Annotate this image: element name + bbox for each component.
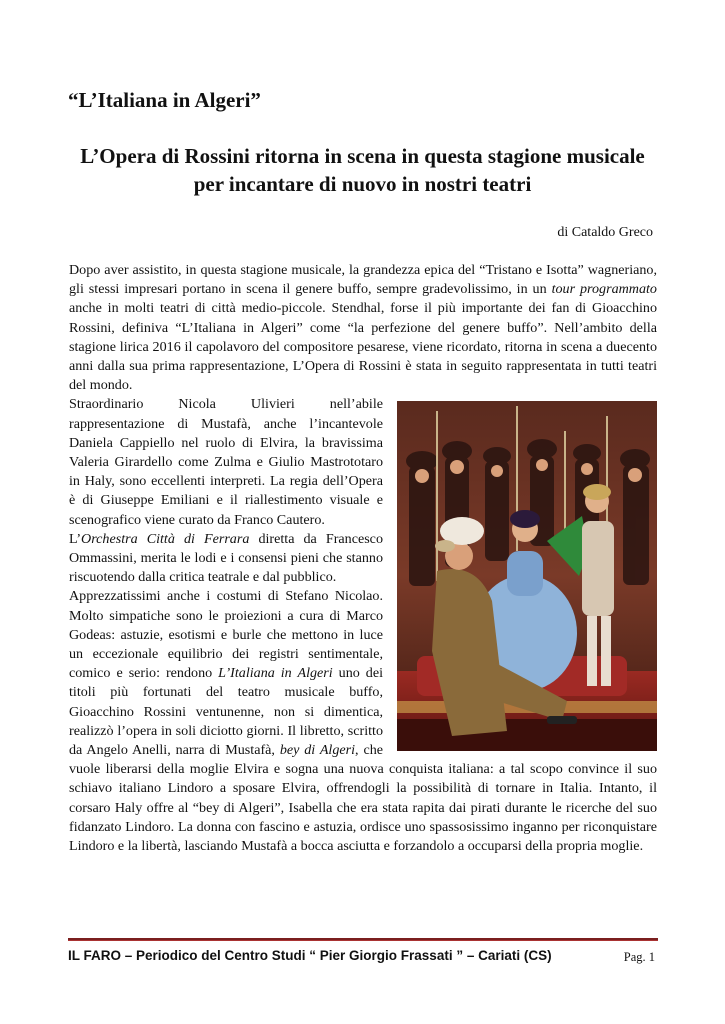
paragraph-1-emphasis: tour programmato: [551, 281, 657, 298]
opera-stage-photo: [397, 401, 657, 751]
footer-text: IL FARO – Periodico del Centro Studi “ Pier Giorgio Frassati ” – Cariati (CS): [68, 948, 552, 963]
article-author: di Cataldo Greco: [557, 225, 653, 240]
paragraph-3-emphasis: Orchestra Città di Ferrara: [81, 530, 250, 547]
page-number: Pag. 1: [623, 950, 655, 964]
article-headline: [60, 142, 665, 198]
headline-line-1: L’Opera di Rossini ritorna in scena in questa stagione musicale: [80, 144, 645, 168]
footer-divider: [68, 938, 658, 941]
paragraph-4-text-a: Apprezzatissimi anche i costumi di Stefano Nicolao. Molto simpatiche sono le proiezioni a cura di Marco Godeas: astuzie, esotismi e burle che mettono in luce un eccezionale equilibrio dei registri sentimentale, comico e serio: rendono: [69, 588, 383, 682]
paragraph-3-text-b: diretta da Francesco Ommassini, merita le lodi e i consensi pieni che stanno riscuotendo dalla critica teatrale e dal pubblico.: [69, 530, 383, 586]
opera-scene-illustration: [397, 401, 657, 751]
paragraph-3-text-a: L’: [69, 530, 82, 547]
paragraph-1-text-b: anche in molti teatri di città medio-piccole. Stendhal, forse il più importante dei fan di Gioacchino Rossini, definiva “L’Italiana in Algeri” come “la perfezione del genere buffo”. Nell’ambito della stagione lirica 2016 il capolavoro del compositore pesarese, viene ricordato, ritorna in scena a duecento anni dalla sua prima rappresentazione, L’Opera di Rossini è stata in seguito rappresentata in tutti teatri del mondo.: [69, 300, 657, 394]
paragraph-4-emphasis-2: bey di Algeri: [279, 742, 356, 759]
article-title: “L’Italiana in Algeri”: [68, 88, 261, 112]
paragraph-4-emphasis: L’Italiana in Algeri: [218, 665, 333, 682]
headline-line-2: per incantare di nuovo in nostri teatri: [193, 172, 532, 196]
paragraph-1-text-a: Dopo aver assistito, in questa stagione musicale, la grandezza epica del “Tristano e Isotta” wagneriano, gli stessi impresari portano in scena il genere buffo, sempre gradevolissimo, in un: [69, 262, 657, 298]
paragraph-4-text-b: uno dei titoli più fortunati del teatro musicale buffo, Gioacchino Rossini ventunenne, non si dimentica, realizzò l’opera in soli diciotto giorni. Il libretto, scritto da Angelo Anelli, narra di Mustafà,: [69, 665, 384, 759]
paragraph-2: Straordinario Nicola Ulivieri nell’abile rappresentazione di Mustafà, anche l’incantevole Daniela Cappiello nel ruolo di Elvira, la bravissima Valeria Girardello come Zulma e Giulio Mastrototaro in Haly, sono eccellenti interpreti. La regia dell’Opera è di Giuseppe Emiliani e il riallestimento visuale e scenografico viene curato da Franco Cautero.: [69, 396, 383, 528]
paragraph-1: [69, 261, 657, 395]
article-body: [69, 261, 657, 856]
paragraph-4-text-c: , che vuole liberarsi della moglie Elvira e sogna una nuova conquista italiana: a tal scopo convince il suo schiavo italiano Lindoro a sposare Elvira, offrendogli la possibilità di tornare in Italia. Intanto, il corsaro Haly offre al “bey di Algeri”, Isabella che era stata rapita dai pirati durante le ricerche del suo fidanzato Lindoro. La donna con fascino e astuzia, ordisce uno spassosissimo inganno per riconquistare Lindoro e la libertà, lasciando Mustafà a bocca asciutta e forzandolo a occuparsi della propria moglie.: [69, 742, 657, 855]
